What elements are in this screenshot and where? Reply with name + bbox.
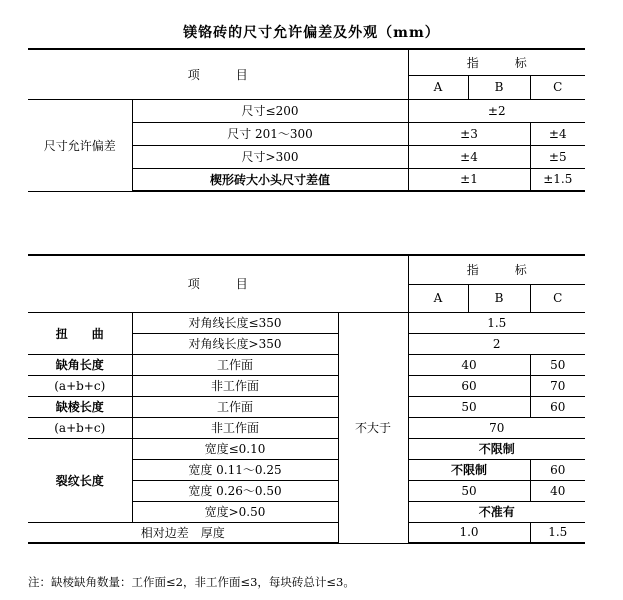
group-label: 尺寸允许偏差 <box>28 99 132 191</box>
header-b: B <box>468 75 530 99</box>
row-label: 工作面 <box>132 396 338 417</box>
row-label: 宽度>0.50 <box>132 501 338 522</box>
corner-formula: (a+b+c) <box>28 375 132 396</box>
value-ab: ±1 <box>408 168 530 191</box>
row-label: 宽度 0.11～0.25 <box>132 459 338 480</box>
row-label: 对角线长度>350 <box>132 333 338 354</box>
table-title: 镁铬砖的尺寸允许偏差及外观（mm） <box>183 25 440 41</box>
value-abc: 不准有 <box>408 501 585 522</box>
value-ab: 不限制 <box>408 459 530 480</box>
value-c: 40 <box>530 480 585 501</box>
value-c: 1.5 <box>530 522 585 543</box>
value-abc: 2 <box>408 333 585 354</box>
row-label: 楔形砖大小头尺寸差值 <box>132 168 408 191</box>
value-abc: 1.5 <box>408 312 585 333</box>
value-ab: ±3 <box>408 122 530 145</box>
value-abc: 不限制 <box>408 438 585 459</box>
header-a: A <box>408 284 468 312</box>
value-c: 60 <box>530 459 585 480</box>
row-label: 宽度≤0.10 <box>132 438 338 459</box>
value-c: 60 <box>530 396 585 417</box>
value-c: ±4 <box>530 122 585 145</box>
value-ab: 1.0 <box>408 522 530 543</box>
row-label: 宽度 0.26～0.50 <box>132 480 338 501</box>
row-label: 尺寸 201～300 <box>132 122 408 145</box>
value-c: ±5 <box>530 145 585 168</box>
header-item: 项 目 <box>28 49 408 99</box>
appearance-table <box>28 254 585 544</box>
row-label: 非工作面 <box>132 417 338 438</box>
row-label: 尺寸>300 <box>132 145 408 168</box>
value-ab: ±4 <box>408 145 530 168</box>
edge-formula: (a+b+c) <box>28 417 132 438</box>
header-a: A <box>408 75 468 99</box>
header-b: B <box>468 284 530 312</box>
footnote: 注：缺棱缺角数量：工作面≤2，非工作面≤3，每块砖总计≤3。 <box>28 575 355 589</box>
diff-label: 相对边差 厚度 <box>28 522 338 543</box>
header-c: C <box>530 75 585 99</box>
row-label: 对角线长度≤350 <box>132 312 338 333</box>
value-ab: 60 <box>408 375 530 396</box>
value-abc: 70 <box>408 417 585 438</box>
no-more-than-label: 不大于 <box>338 312 408 543</box>
value-c: 50 <box>530 354 585 375</box>
header-c: C <box>530 284 585 312</box>
crack-label: 裂纹长度 <box>28 438 132 522</box>
value-ab: 50 <box>408 396 530 417</box>
header-item: 项 目 <box>28 255 408 312</box>
value-c: 70 <box>530 375 585 396</box>
edge-label: 缺棱长度 <box>28 396 132 417</box>
size-tolerance-table <box>28 48 585 192</box>
corner-label: 缺角长度 <box>28 354 132 375</box>
twist-label: 扭 曲 <box>28 312 132 354</box>
value-c: ±1.5 <box>530 168 585 191</box>
value-ab: 40 <box>408 354 530 375</box>
value-abc: ±2 <box>408 99 585 122</box>
header-index: 指 标 <box>408 255 585 284</box>
row-label: 尺寸≤200 <box>132 99 408 122</box>
header-index: 指 标 <box>408 49 585 75</box>
row-label: 非工作面 <box>132 375 338 396</box>
value-ab: 50 <box>408 480 530 501</box>
row-label: 工作面 <box>132 354 338 375</box>
